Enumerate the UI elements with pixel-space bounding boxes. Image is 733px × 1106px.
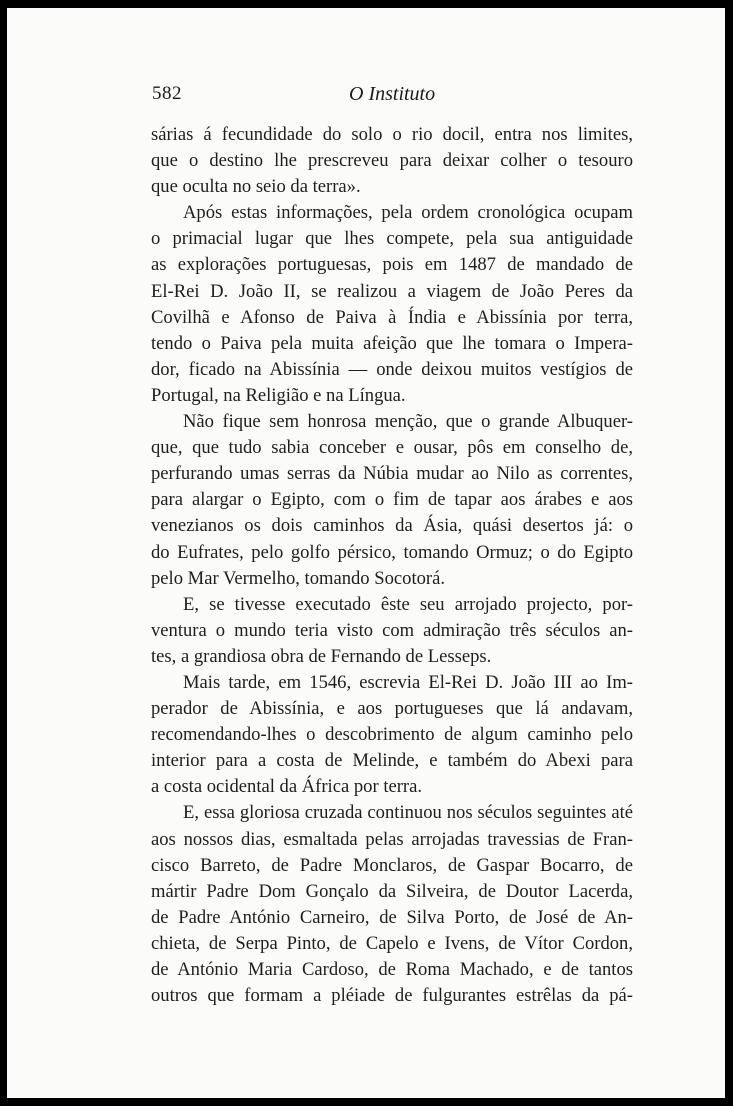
text-line: E, se tivesse executado êste seu arrojado projecto, por-	[183, 593, 633, 615]
text-line: Covilhã e Afonso de Paiva à Índia e Abissínia por terra,	[151, 306, 633, 328]
text-line: Não fique sem honrosa menção, que o grande Albuquer-	[183, 411, 633, 433]
text-line: tendo o Paiva pela muita afeição que lhe tomara o Impera-	[151, 332, 633, 354]
text-line: Portugal, na Religião e na Língua.	[151, 384, 406, 406]
text-line: sárias á fecundidade do solo o rio docil, entra nos limites,	[151, 124, 633, 145]
text-line: chieta, de Serpa Pinto, de Capelo e Ivens, de Vítor Cordon,	[151, 932, 633, 954]
text-line: que oculta no seio da terra».	[151, 176, 361, 198]
text-line: que, que tudo sabia conceber e ousar, pôs em conselho de,	[151, 437, 633, 459]
text-line: dor, ficado na Abissínia — onde deixou muitos vestígios de	[151, 358, 633, 380]
running-title: O Instituto	[349, 83, 436, 105]
text-line: E, essa gloriosa cruzada continuou nos séculos seguintes até	[183, 802, 633, 824]
text-line: Mais tarde, em 1546, escrevia El-Rei D. João III ao Im-	[183, 671, 633, 693]
text-line: outros que formam a pléiade de fulgurantes estrêlas da pá-	[151, 985, 633, 1007]
text-line: aos nossos dias, esmaltada pelas arrojadas travessias de Fran-	[151, 828, 633, 850]
text-line: cisco Barreto, de Padre Monclaros, de Gaspar Bocarro, de	[151, 854, 633, 876]
text-line: que o destino lhe prescreveu para deixar colher o tesouro	[151, 150, 633, 172]
text-line: o primacial lugar que lhes compete, pela sua antiguidade	[151, 228, 633, 250]
text-line: Após estas informações, pela ordem cronológica ocupam	[183, 202, 633, 224]
text-line: perfurando umas serras da Núbia mudar ao Nilo as correntes,	[151, 463, 633, 485]
text-line: interior para a costa de Melinde, e também do Abexi para	[151, 750, 633, 772]
text-line: a costa ocidental da África por terra.	[151, 776, 423, 798]
text-line: recomendando-lhes o descobrimento de algum caminho pelo	[151, 724, 633, 746]
page-number: 582	[152, 83, 182, 104]
text-line: ventura o mundo teria visto com admiração três séculos an-	[151, 619, 633, 641]
body-text	[151, 122, 633, 1009]
text-line: perador de Abissínia, e aos portugueses que lá andavam,	[151, 698, 633, 720]
text-line: mártir Padre Dom Gonçalo da Silveira, de Doutor Lacerda,	[151, 880, 633, 902]
text-line: venezianos os dois caminhos da Ásia, quási desertos já: o	[151, 515, 633, 537]
text-line: pelo Mar Vermelho, tomando Socotorá.	[151, 567, 445, 589]
text-line: do Eufrates, pelo golfo pérsico, tomando Ormuz; o do Egipto	[151, 541, 633, 563]
text-line: de Padre António Carneiro, de Silva Porto, de José de An-	[151, 906, 633, 928]
text-line: tes, a grandiosa obra de Fernando de Lesseps.	[151, 645, 492, 667]
page-header	[152, 83, 632, 111]
text-line: de António Maria Cardoso, de Roma Machado, e de tantos	[151, 959, 633, 980]
text-line: as explorações portuguesas, pois em 1487 de mandado de	[151, 254, 633, 276]
book-page	[7, 8, 725, 1098]
text-line: para alargar o Egipto, com o fim de tapar aos árabes e aos	[151, 489, 633, 511]
text-line: El-Rei D. João II, se realizou a viagem de João Peres da	[151, 280, 633, 302]
